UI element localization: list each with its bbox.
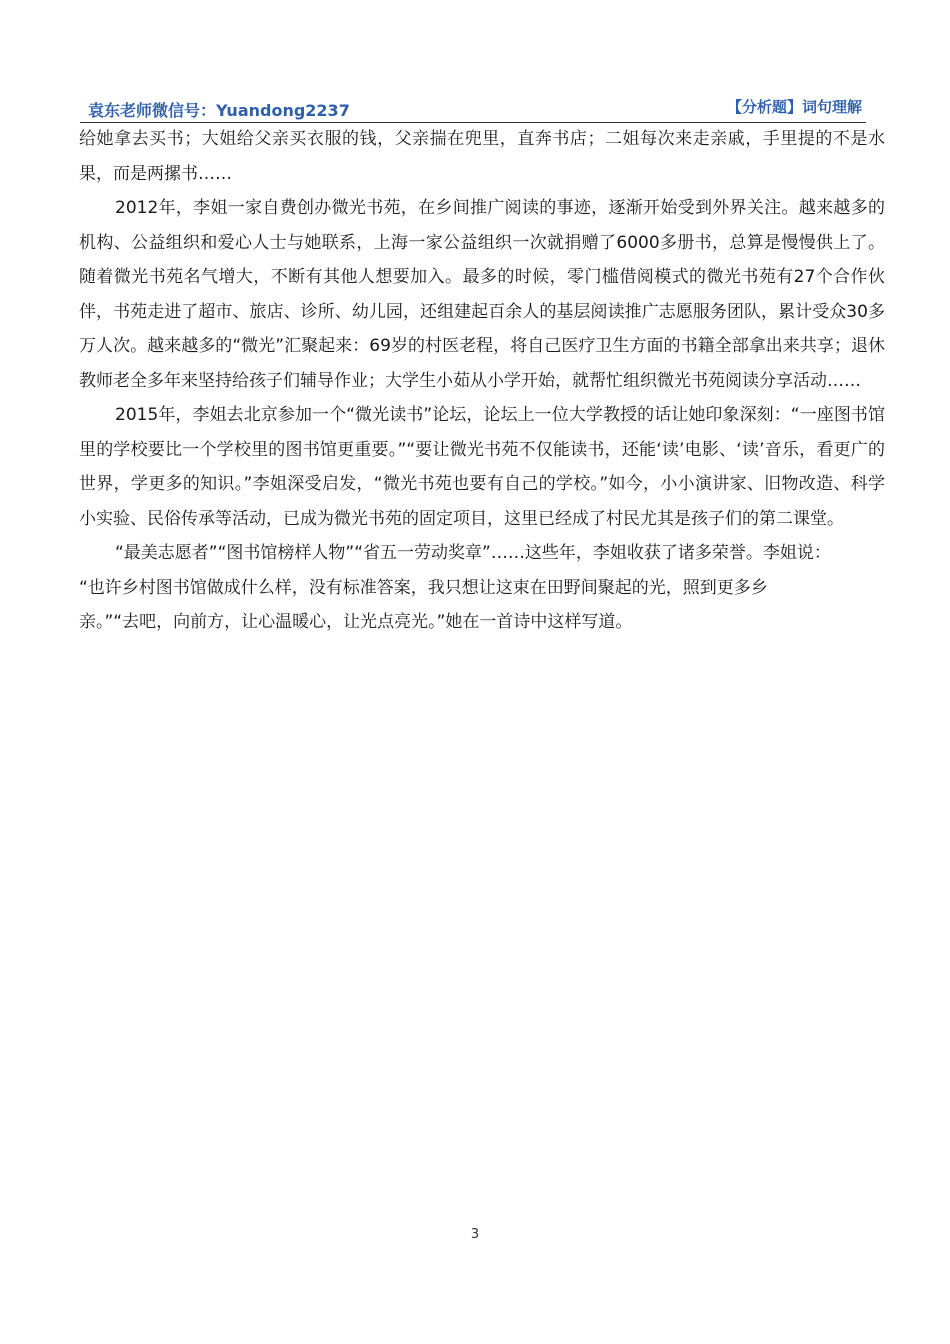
section-tag: 【分析题】词句理解 (726, 98, 862, 116)
paragraph-quote-line: “也许乡村图书馆做成什么样，没有标准答案，我只想让这束在田野间聚起的光，照到更多乡 (79, 577, 768, 598)
paragraph-closing-line: 亲。”“去吧，向前方，让心温暖心，让光点亮光。”她在一首诗中这样写道。 (79, 612, 633, 632)
teacher-wechat-label: 袁东老师微信号：Yuandong2237 (88, 101, 350, 120)
page-header (80, 96, 866, 123)
article-body (79, 122, 885, 640)
paragraph-continuation: 给她拿去买书；大姐给父亲买衣服的钱，父亲揣在兜里，直奔书店；二姐每次来走亲戚，手里提的不是水果，而是两摞书…… (79, 129, 885, 184)
page-number: 3 (470, 1227, 480, 1242)
paragraph-2012: 2012年，李姐一家自费创办微光书苑，在乡间推广阅读的事迹，逐渐开始受到外界关注。越来越多的机构、公益组织和爱心人士与她联系，上海一家公益组织一次就捐赠了6000多册书，总算是慢慢供上了。随着微光书苑名气增大，不断有其他人想要加入。最多的时候，零门槛借阅模式的微光书苑有27个合作伙伴，书苑走进了超市、旅店、诊所、幼儿园，还组建起百余人的基层阅读推广志愿服务团队，累计受众30多万人次。越来越多的“微光”汇聚起来：69岁的村医老程，将自己医疗卫生方面的书籍全部拿出来共享；退休教师老全多年来坚持给孩子们辅导作业；大学生小茹从小学开始，就帮忙组织微光书苑阅读分享活动…… (79, 198, 885, 391)
paragraph-2015: 2015年，李姐去北京参加一个“微光读书”论坛，论坛上一位大学教授的话让她印象深刻：“一座图书馆里的学校要比一个学校里的图书馆更重要。”“要让微光书苑不仅能读书，还能‘读’电影、‘读’音乐，看更广的世界，学更多的知识。”李姐深受启发，“微光书苑也要有自己的学校。”如今，小小演讲家、旧物改造、科学小实验、民俗传承等活动，已成为微光书苑的固定项目，这里已经成了村民尤其是孩子们的第二课堂。 (79, 405, 885, 529)
paragraph-honors: “最美志愿者”“图书馆榜样人物”“省五一劳动奖章”……这些年，李姐收获了诸多荣誉。李姐说： (115, 543, 831, 563)
